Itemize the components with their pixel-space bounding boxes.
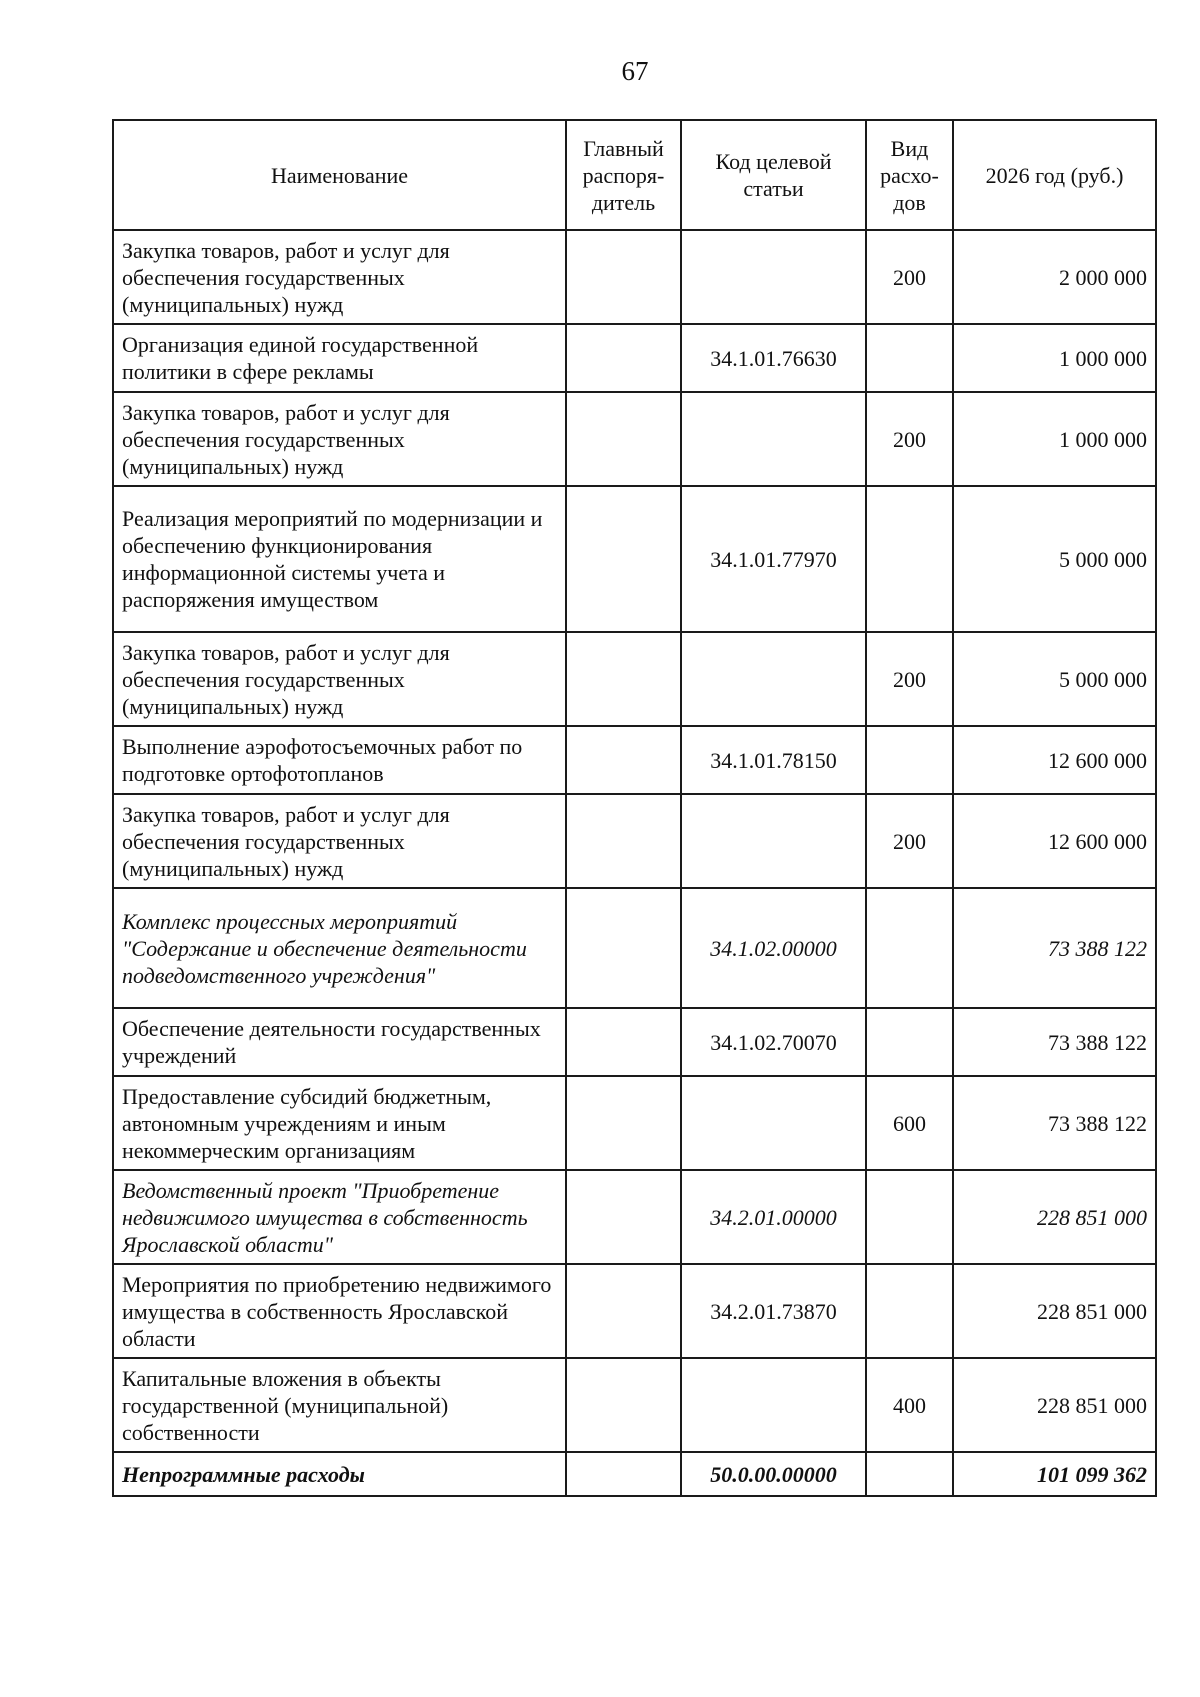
row-chief (566, 324, 681, 392)
row-chief (566, 1264, 681, 1358)
row-name: Комплекс процессных мероприятий "Содержание и обеспечение деятельности подведомственного учреждения" (113, 888, 566, 1008)
row-code: 34.1.01.78150 (681, 726, 866, 794)
row-amount: 1 000 000 (953, 392, 1156, 486)
table-row (113, 632, 1156, 726)
row-name: Закупка товаров, работ и услуг для обеспечения государственных (муниципальных) нужд (113, 230, 566, 324)
row-chief (566, 392, 681, 486)
row-code (681, 794, 866, 888)
row-amount: 73 388 122 (953, 1008, 1156, 1076)
row-kind (866, 486, 953, 632)
row-chief (566, 888, 681, 1008)
row-name: Закупка товаров, работ и услуг для обеспечения государственных (муниципальных) нужд (113, 794, 566, 888)
row-kind: 200 (866, 794, 953, 888)
row-kind (866, 888, 953, 1008)
row-code (681, 392, 866, 486)
row-name: Обеспечение деятельности государственных учреждений (113, 1008, 566, 1076)
row-kind (866, 1452, 953, 1496)
row-code (681, 632, 866, 726)
table-row (113, 324, 1156, 392)
row-amount: 2 000 000 (953, 230, 1156, 324)
row-code: 34.2.01.00000 (681, 1170, 866, 1264)
row-code: 34.1.02.00000 (681, 888, 866, 1008)
table-row (113, 726, 1156, 794)
row-kind: 400 (866, 1358, 953, 1452)
row-name: Предоставление субсидий бюджетным, автономным учреждениям и иным некоммерческим организациям (113, 1076, 566, 1170)
row-code: 34.1.01.76630 (681, 324, 866, 392)
row-kind: 200 (866, 632, 953, 726)
row-name: Организация единой государственной политики в сфере рекламы (113, 324, 566, 392)
row-name: Закупка товаров, работ и услуг для обеспечения государственных (муниципальных) нужд (113, 392, 566, 486)
total-row (113, 1452, 1156, 1496)
row-amount: 73 388 122 (953, 1076, 1156, 1170)
row-code (681, 1076, 866, 1170)
row-amount: 101 099 362 (953, 1452, 1156, 1496)
row-chief (566, 1008, 681, 1076)
row-amount: 1 000 000 (953, 324, 1156, 392)
header-expense-kind: Вид расхо-дов (866, 120, 953, 230)
row-amount: 5 000 000 (953, 632, 1156, 726)
row-code (681, 230, 866, 324)
row-kind (866, 1264, 953, 1358)
row-chief (566, 726, 681, 794)
header-amount-2026: 2026 год (руб.) (953, 120, 1156, 230)
row-kind (866, 324, 953, 392)
table-row (113, 1358, 1156, 1452)
table-row (113, 1170, 1156, 1264)
row-kind: 200 (866, 392, 953, 486)
row-kind (866, 1170, 953, 1264)
table-row (113, 392, 1156, 486)
row-amount: 228 851 000 (953, 1264, 1156, 1358)
row-amount: 228 851 000 (953, 1358, 1156, 1452)
row-code: 34.1.02.70070 (681, 1008, 866, 1076)
row-kind: 600 (866, 1076, 953, 1170)
row-name: Реализация мероприятий по модернизации и обеспечению функционирования информационной системы учета и распоряжения имуществом (113, 486, 566, 632)
row-chief (566, 632, 681, 726)
row-kind: 200 (866, 230, 953, 324)
row-chief (566, 486, 681, 632)
table-row (113, 794, 1156, 888)
row-kind (866, 1008, 953, 1076)
row-amount: 5 000 000 (953, 486, 1156, 632)
row-name: Мероприятия по приобретению недвижимого имущества в собственность Ярославской области (113, 1264, 566, 1358)
row-code: 34.2.01.73870 (681, 1264, 866, 1358)
budget-table (112, 119, 1157, 1497)
header-target-code: Код целевой статьи (681, 120, 866, 230)
row-name: Капитальные вложения в объекты государственной (муниципальной) собственности (113, 1358, 566, 1452)
table-row (113, 888, 1156, 1008)
row-amount: 12 600 000 (953, 794, 1156, 888)
row-chief (566, 1452, 681, 1496)
row-name: Закупка товаров, работ и услуг для обеспечения государственных (муниципальных) нужд (113, 632, 566, 726)
table-row (113, 1008, 1156, 1076)
table-row (113, 230, 1156, 324)
table-row (113, 486, 1156, 632)
header-chief-manager: Главный распоря-дитель (566, 120, 681, 230)
table-row (113, 1076, 1156, 1170)
row-chief (566, 794, 681, 888)
row-kind (866, 726, 953, 794)
row-chief (566, 230, 681, 324)
row-amount: 12 600 000 (953, 726, 1156, 794)
row-code: 50.0.00.00000 (681, 1452, 866, 1496)
row-name: Ведомственный проект "Приобретение недвижимого имущества в собственность Ярославской области" (113, 1170, 566, 1264)
row-chief (566, 1170, 681, 1264)
table-row (113, 1264, 1156, 1358)
row-code: 34.1.01.77970 (681, 486, 866, 632)
page-number: 67 (621, 56, 649, 86)
row-name: Выполнение аэрофотосъемочных работ по подготовке ортофотопланов (113, 726, 566, 794)
row-chief (566, 1076, 681, 1170)
table-header-row (113, 120, 1156, 230)
row-code (681, 1358, 866, 1452)
row-amount: 73 388 122 (953, 888, 1156, 1008)
header-name: Наименование (113, 120, 566, 230)
row-name: Непрограммные расходы (113, 1452, 566, 1496)
row-chief (566, 1358, 681, 1452)
row-amount: 228 851 000 (953, 1170, 1156, 1264)
